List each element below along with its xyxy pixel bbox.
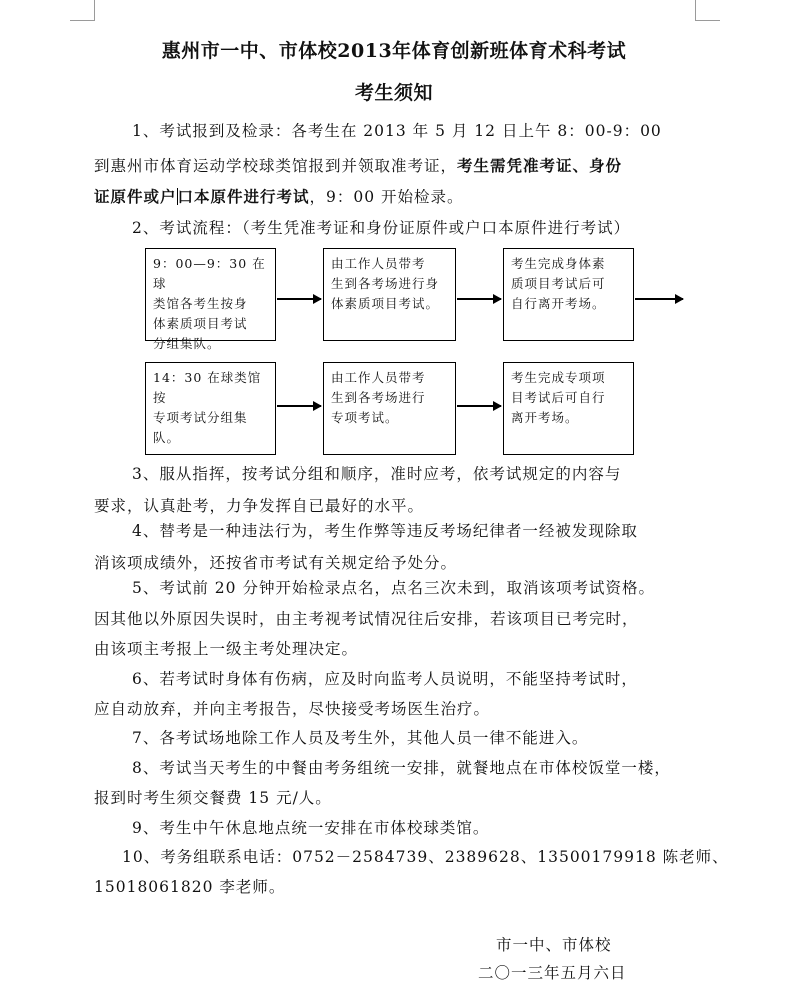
item-1-text: 到惠州市体育运动学校球类馆报到并领取准考证， (94, 157, 458, 175)
flow-box-row2-step2: 由工作人员带考 生到各考场进行 专项考试。 (323, 362, 456, 455)
flow-arrow (457, 298, 501, 300)
document-title: 惠州市一中、市体校2013年体育创新班体育术科考试 (161, 40, 627, 62)
item-4-line-1: 4、替考是一种违法行为，考生作弊等违反考场纪律者一经被发现除取 (132, 522, 638, 540)
item-10-line-1: 10、考务组联系电话：0752－2584739、2389628、13500179918 陈老师、 (122, 848, 729, 866)
signature-date: 二〇一三年五月六日 (478, 964, 627, 982)
item-6-line-1: 6、若考试时身体有伤病，应及时向监考人员说明，不能坚持考试时， (132, 670, 638, 688)
corner-mark-right-vertical (695, 0, 696, 20)
item-3-line-1: 3、服从指挥，按考试分组和顺序，准时应考，依考试规定的内容与 (132, 465, 622, 483)
item-8-line-2: 报到时考生须交餐费 15 元/人。 (94, 789, 332, 807)
item-1-line-3 (94, 181, 694, 213)
flow-box-row1-step1: 9：00—9：30 在球 类馆各考生按身 体素质项目考试 分组集队。 (145, 248, 276, 341)
item-1-bold-text: 证原件或户 (94, 187, 177, 206)
item-1-bold-text: 考生需凭准考证、身份 (457, 156, 623, 175)
item-9: 9、考生中午休息地点统一安排在市体校球类馆。 (132, 819, 490, 837)
item-5-line-2: 因其他以外原因失误时，由主考视考试情况往后安排，若该项目已考完时， (94, 610, 639, 628)
item-3-line-2: 要求，认真赴考，力争发挥自已最好的水平。 (94, 497, 425, 515)
item-8-line-1: 8、考试当天考生的中餐由考务组统一安排，就餐地点在市体校饭堂一楼， (132, 759, 671, 777)
flow-arrow (277, 298, 321, 300)
flow-arrow (277, 405, 321, 407)
item-10-line-2: 15018061820 李老师。 (94, 878, 286, 896)
item-1-text: ，9：00 开始检录。 (309, 188, 464, 206)
item-4-line-2: 消该项成绩外，还按省市考试有关规定给予处分。 (94, 554, 458, 572)
corner-mark-right-horizontal (695, 20, 720, 21)
item-2: 2、考试流程：（考生凭准考证和身份证原件或户口本原件进行考试） (132, 219, 631, 237)
flow-box-row2-step3: 考生完成专项项 目考试后可自行 离开考场。 (503, 362, 634, 455)
item-1-line-2 (94, 150, 694, 182)
item-1-text: 1、考试报到及检录：各考生在 2013 年 5 月 12 日上午 8：00-9：00 (132, 122, 662, 140)
flow-box-row2-step1: 14：30 在球类馆按 专项考试分组集 队。 (145, 362, 276, 455)
signature-org: 市一中、市体校 (496, 936, 612, 954)
item-5-line-3: 由该项主考报上一级主考处理决定。 (94, 640, 359, 658)
flow-box-row1-step3: 考生完成身体素 质项目考试后可 自行离开考场。 (503, 248, 634, 341)
corner-mark-left-horizontal (70, 20, 95, 21)
flow-box-row1-step2: 由工作人员带考 生到各考场进行身 体素质项目考试。 (323, 248, 456, 341)
flow-arrow (457, 405, 501, 407)
item-1-line-1 (132, 115, 732, 147)
item-7: 7、各考试场地除工作人员及考生外，其他人员一律不能进入。 (132, 729, 589, 747)
item-5-line-1: 5、考试前 20 分钟开始检录点名，点名三次未到，取消该项考试资格。 (132, 579, 655, 597)
document-subtitle: 考生须知 (354, 82, 433, 104)
corner-mark-left-vertical (94, 0, 95, 20)
item-6-line-2: 应自动放弃，并向主考报告，尽快接受考场医生治疗。 (94, 700, 491, 718)
item-1-bold-text: 口本原件进行考试 (177, 187, 310, 206)
flow-arrow (635, 298, 683, 300)
